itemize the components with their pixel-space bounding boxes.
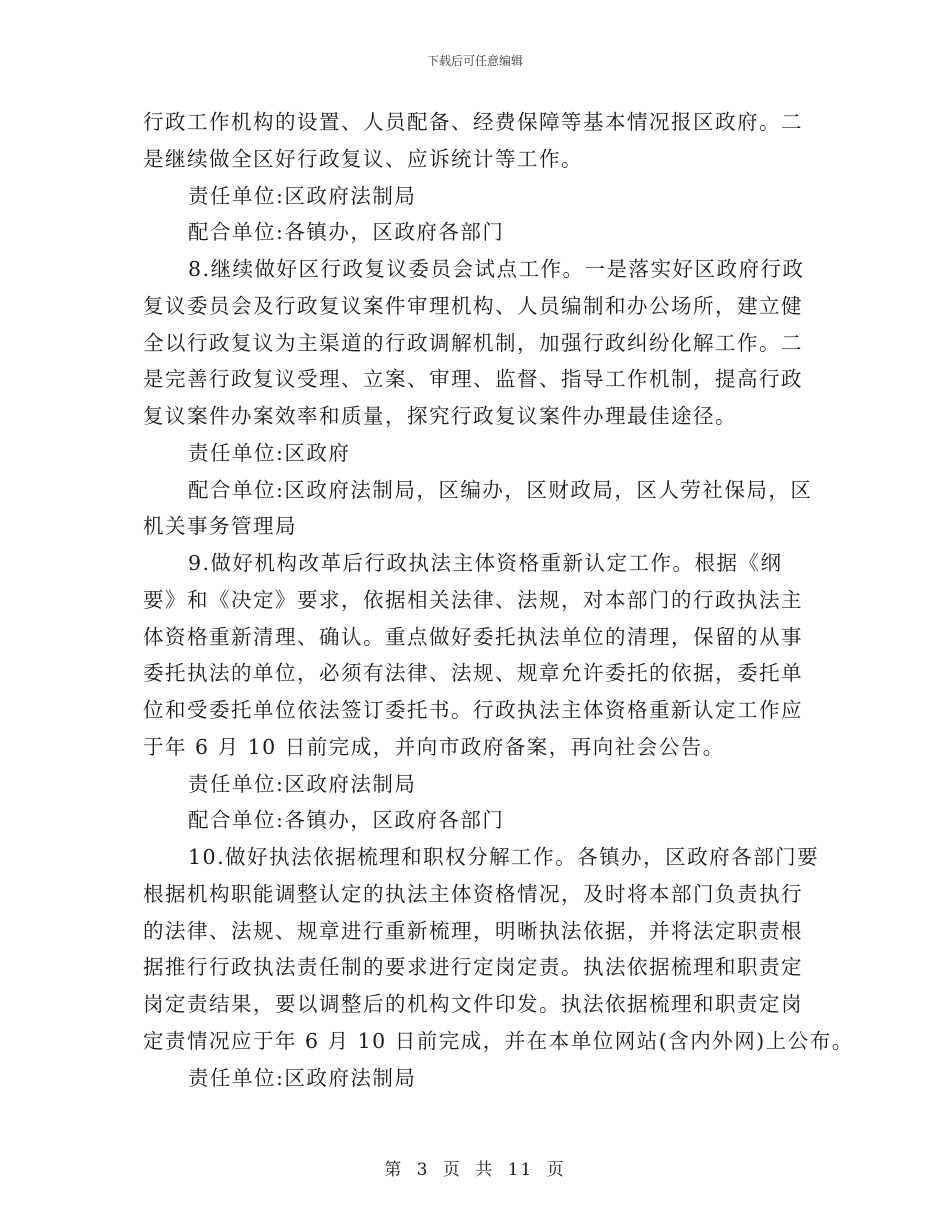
body-line: 根据机构职能调整认定的执法主体资格情况，及时将本部门负责执行: [143, 881, 803, 906]
page-header: 下载后可任意编辑: [426, 54, 523, 68]
page-footer: 第 3 页 共 11 页: [384, 1160, 566, 1180]
body-line: 责任单位:区政府法制局: [188, 1065, 417, 1090]
body-line: 岗定责结果，要以调整后的机构文件印发。执法依据梳理和职责定岗: [143, 992, 803, 1016]
body-line: 责任单位:区政府法制局: [188, 183, 417, 208]
body-line: 机关事务管理局: [143, 514, 297, 539]
body-line: 要》和《决定》要求，依据相关法律、法规，对本部门的行政执法主: [143, 587, 803, 612]
body-line: 委托执法的单位，必须有法律、法规、规章允许委托的依据，委托单: [143, 661, 803, 686]
body-line: 位和受委托单位依法签订委托书。行政执法主体资格重新认定工作应: [143, 698, 803, 722]
body-line: 配合单位:各镇办，区政府各部门: [188, 808, 505, 833]
body-line: 的法律、法规、规章进行重新梳理，明晰执法依据，并将法定职责根: [143, 918, 803, 943]
body-line: 责任单位:区政府: [188, 440, 351, 465]
body-line: 配合单位:区政府法制局，区编办，区财政局，区人劳社保局，区: [188, 477, 813, 502]
body-line: 8.继续做好区行政复议委员会试点工作。一是落实好区政府行政: [188, 257, 805, 281]
body-line: 定责情况应于年 6 月 10 日前完成，并在本单位网站(含内外网)上公布。: [143, 1028, 854, 1053]
body-line: 9.做好机构改革后行政执法主体资格重新认定工作。根据《纲: [188, 551, 783, 575]
body-line: 行政工作机构的设置、人员配备、经费保障等基本情况报区政府。二: [143, 110, 803, 134]
body-line: 是继续做全区好行政复议、应诉统计等工作。: [143, 146, 583, 171]
body-line: 是完善行政复议受理、立案、审理、监督、指导工作机制，提高行政: [143, 367, 803, 392]
body-line: 全以行政复议为主渠道的行政调解机制，加强行政纠纷化解工作。二: [143, 330, 803, 355]
body-line: 责任单位:区政府法制局: [188, 771, 417, 796]
body-line: 体资格重新清理、确认。重点做好委托执法单位的清理，保留的从事: [143, 624, 803, 649]
body-line: 于年 6 月 10 日前完成，并向市政府备案，再向社会公告。: [143, 734, 725, 759]
body-line: 复议委员会及行政复议案件审理机构、人员编制和办公场所，建立健: [143, 293, 803, 318]
body-line: 据推行行政执法责任制的要求进行定岗定责。执法依据梳理和职责定: [143, 955, 803, 980]
document-body: [143, 104, 854, 1096]
body-line: 10.做好执法依据梳理和职权分解工作。各镇办，区政府各部门要: [188, 845, 820, 869]
body-line: 复议案件办案效率和质量，探究行政复议案件办理最佳途径。: [143, 404, 737, 428]
body-line: 配合单位:各镇办，区政府各部门: [188, 220, 505, 245]
